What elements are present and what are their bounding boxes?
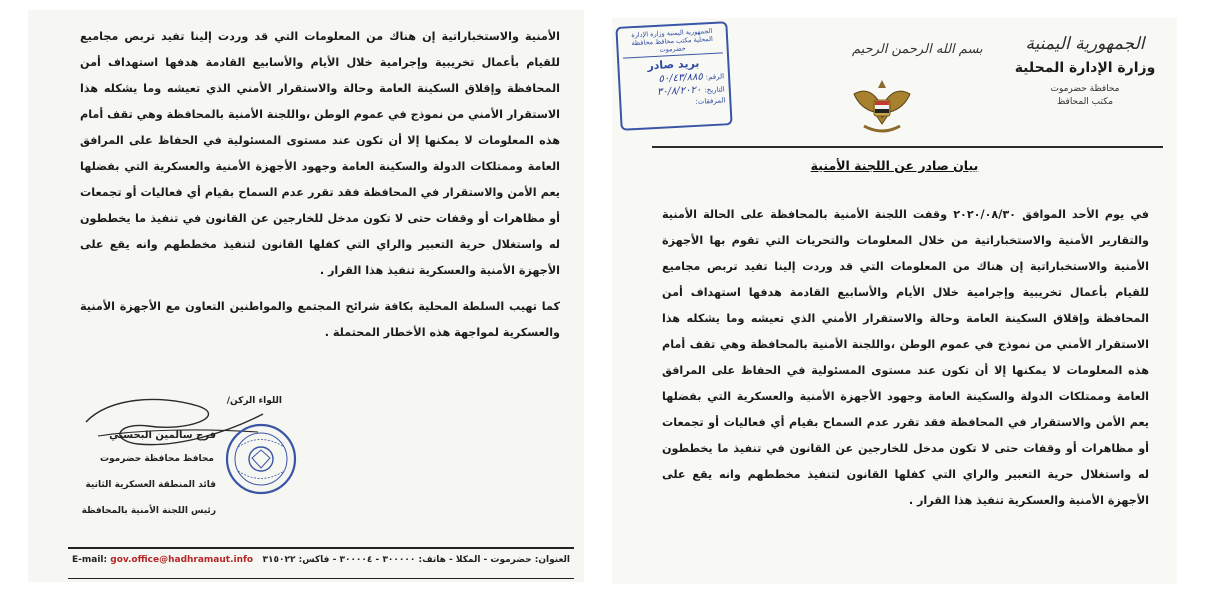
page-bottom-edge [68, 578, 574, 579]
statement-body: في يوم الأحد الموافق ٢٠٢٠/٠٨/٣٠ وقفت اللجنة الأمنية بالمحافظة على الحالة الأمنية والتقارير الأمنية والاستخباراتية من خلال المعلومات والتحريات التي تقوم بها الأجهزة الأمنية والاستخباراتية إن هناك من المعلومات التي قد وردت إلينا تفيد تربص مجاميع للقيام بأعمال تخريبية وإجرامية خلال الأيام والأسابيع القادمة هدفها استهداف أمن المحافظة وإقلاق السكينة العامة وحالة والاستقرار الأمني الذي تعيشه وما يشكله هذا الاستقرار الأمني من نموذج في عموم الوطن ،واللجنة الأمنية بالمحافظة وهي تقف أمام هذه المعلومات لا يمكنها إلا أن تكون عند مستوى المسئولية في الحفاظ على المرافق العامة وممتلكات الدولة والسكينة العامة وجهود الأجهزة الأمنية والعسكرية التي بفضلها يعم الأمن والاستقرار في المحافظة فقد تقرر عدم السماح بقيام أي فعاليات أو تجمعات أو مظاهرات أو وقفات حتى لا تكون مدخل للخارجين عن القانون في تنفيذ ما يخططون له واستغلال حرية التعبير والراي التي كفلها القانون لتنفيذ مخططهم وانه يقع على الأجهزة الأمنية والعسكرية تنفيذ هذا القرار . [662, 208, 1149, 507]
stamp-number-label: الرقم: [705, 72, 725, 82]
republic-name: الجمهورية اليمنية [1025, 34, 1145, 54]
stamp-number-value: ٥٠/٤٣/٨٨٥ [658, 71, 704, 85]
signatory-rank: اللواء الركن/ [226, 396, 282, 406]
ministry-name: وزارة الإدارة المحلية [1014, 60, 1156, 76]
stamp-attachments-row: المرفقات: [695, 96, 726, 106]
document-title: بيان صادر عن اللجنة الأمنية [810, 158, 979, 173]
letterhead [1005, 34, 1165, 107]
footer-divider [68, 547, 574, 549]
signatory-title-governor: محافظ محافظة حضرموت [99, 454, 214, 464]
appeal-paragraph: كما تهيب السلطة المحلية بكافة شرائح المجتمع والمواطنين التعاون مع الأجهزة الأمنية والعسكرية لمواجهة هذه الأخطار المحتملة . [80, 300, 560, 339]
signatory-title-chairman: رئيس اللجنة الأمنية بالمحافظة [81, 506, 216, 516]
email-label: E-mail: [72, 555, 108, 565]
eagle-emblem-icon [850, 74, 914, 142]
statement-continuation [80, 24, 560, 346]
stamp-title: بريد صادر [647, 56, 700, 73]
signatory-title-commander: قائد المنطقة العسكرية الثانية [85, 480, 216, 490]
stamp-date-label: التاريخ: [704, 85, 725, 95]
outgoing-mail-stamp [615, 21, 732, 131]
stamp-date-value: ٣٠/٨/٢٠٢٠ [656, 84, 702, 98]
signatory-name: فرج سالمين البحسني [109, 430, 216, 441]
document-page-1 [612, 18, 1177, 584]
office-name: مكتب المحافظ [1056, 97, 1114, 107]
footer-address: العنوان: حضرموت - المكلا - هاتف: ٣٠٠٠٠٠ - ٣٠٠٠٠٤ - فاكس: ٣١٥٠٢٢ [262, 555, 570, 565]
header-divider [652, 146, 1163, 148]
stamp-header: الجمهورية اليمنية وزارة الإدارة المحلية مكتب محافظ محافظة حضرموت [622, 26, 723, 58]
official-round-seal [224, 422, 298, 496]
basmala-calligraphy: بسم الله الرحمن الرحيم [852, 42, 983, 57]
document-page-2 [28, 10, 584, 582]
email-address: gov.office@hadhramaut.info [110, 555, 254, 565]
governorate-name: محافظة حضرموت [1050, 84, 1120, 94]
continuation-paragraph: الأمنية والاستخباراتية إن هناك من المعلومات التي قد وردت إلينا تفيد تربص مجاميع للقيام بأعمال تخريبية وإجرامية خلال الأيام والأسابيع القادمة هدفها استهداف أمن المحافظة وإقلاق السكينة العامة وحالة والاستقرار الأمني الذي تعيشه وما يشكله هذا الاستقرار الأمني من نموذج في عموم الوطن ،واللجنة الأمنية بالمحافظة وهي تقف أمام هذه المعلومات لا يمكنها إلا أن تكون عند مستوى المسئولية في الحفاظ على المرافق العامة وممتلكات الدولة والسكينة العامة وجهود الأجهزة الأمنية والعسكرية التي بفضلها يعم الأمن والاستقرار في المحافظة فقد تقرر عدم السماح بقيام أي فعاليات أو تجمعات أو مظاهرات أو وقفات حتى لا تكون مدخل للخارجين عن القانون في تنفيذ ما يخططون له واستغلال حرية التعبير والراي التي كفلها القانون لتنفيذ مخططهم وانه يقع على الأجهزة الأمنية والعسكرية تنفيذ هذا القرار . [80, 30, 560, 277]
footer-email [72, 555, 253, 565]
